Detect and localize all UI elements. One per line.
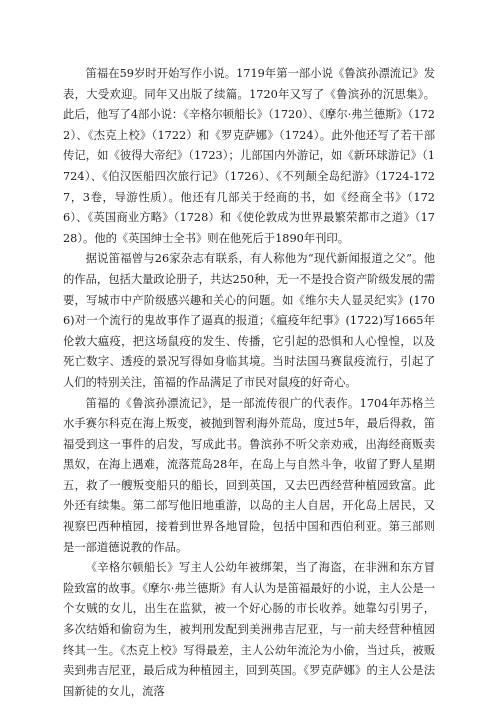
paragraph-publications: 笛福在59岁时开始写作小说。1719年第一部小说《鲁滨孙漂流记》发表，大受欢迎。同年又出版了续篇。1720年又写了《鲁滨孙的沉思集》。此后，他写了4部小说：《辛格尔顿船长》（1720）、《摩尔·弗兰德斯》（1722）、《杰克上校》（1722）和《罗克萨娜》（1724）。此外他还写了若干部传记，如《彼得大帝纪》（1723）；儿部国内外游记，如《新环球游记》（1724）、《伯汉医船四次旅行记》（1726）、《不列颠全岛纪游》（1724-1727，3卷，导游性质）。他还有几部关于经商的书，如《经商全书》（1726）、《英国商业方略》（1728）和《使伦敦成为世界最繁荣都市之道》（1728）。他的《英国绅士全书》则在他死后于1890年刊印。 [63, 67, 435, 245]
paragraph-journalism: 据说笛福曾与26家杂志有联系，有人称他为“现代新闻报道之父”。他的作品，包括大量政论册子，共达250种，无一不是投合资产阶级发展的需要，写城市中产阶级感兴趣和关心的问题。如《维尔夫人显灵纪实》(1706)对一个流行的鬼故事作了逼真的报道；《瘟疫年纪事》(1722)写1665年伦敦大瘟疫，把这场鼠疫的发生、传播，它引起的恐惧和人心惶惶，以及死亡数字、透疫的景况写得如身临其境。当时法国马赛鼠疫流行，引起了人们的特别关注，笛福的作品满足了市民对鼠疫的好奇心。 [63, 252, 435, 389]
paragraph-other-novels: 《辛格尔顿船长》写主人公幼年被绑架，当了海盗，在非洲和东方冒险致富的故事。《摩尔·弗兰德斯》有人认为是笛福最好的小说，主人公是一个女贼的女儿，出生在监狱，被一个好心肠的市长收养。她靠勾引男子，多次结婚和偷窃为生，被判刑发配到美洲弗吉尼亚，与一前夫经营种植园终其一生。《杰克上校》写得最差，主人公幼年流沦为小偷，当过兵，被贩卖到弗吉尼亚，最后成为种植园主，回到英国。《罗克萨娜》的主人公是法国新徒的女儿，流落 [63, 561, 435, 698]
article-body [63, 64, 435, 702]
paragraph-robinson-crusoe: 笛福的《鲁滨孙漂流记》，是一部流传很广的代表作。1704年苏格兰水手赛尔科克在海上叛变，被抛到智利海外荒岛，度过5年，最后得救，笛福受到这一事件的启发，写成此书。鲁滨孙不听父亲劝戒，出海经商贩卖黑奴，在海上遇难，流落荒岛28年，在岛上与自然斗争，收留了野人星期五，救了一艘叛变船只的船长，回到英国，又去巴西经营种植园致富。此外还有续集。第二部写他旧地重游，以岛的主人自居，开化岛上居民，又视察巴西种植园，接着到世界各地冒险，包括中国和西伯利亚。第三部则是一部道德说教的作品。 [63, 396, 435, 554]
